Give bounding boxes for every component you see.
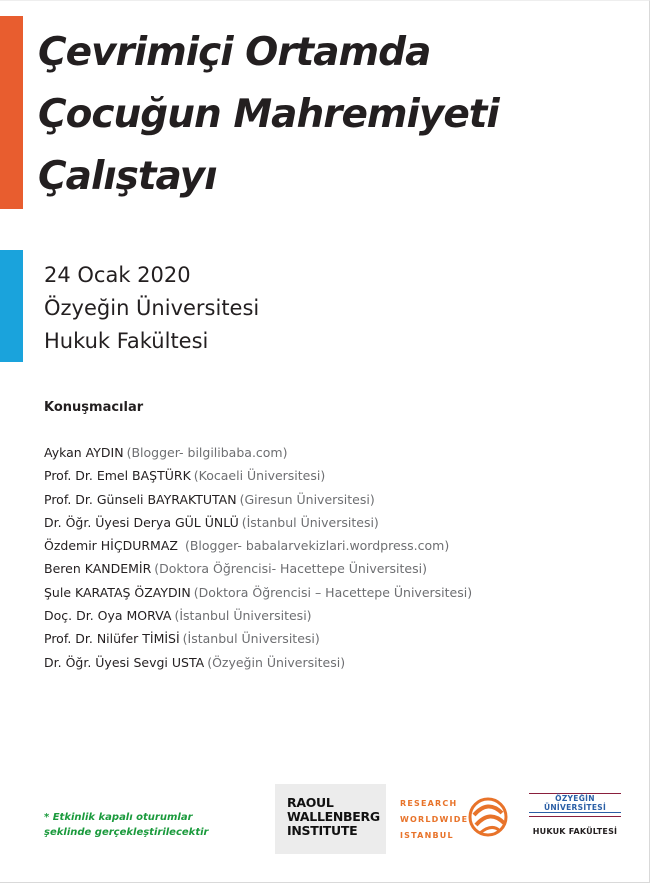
speaker-affiliation: (Giresun Üniversitesi) [239, 491, 375, 507]
speaker-affiliation: (Blogger- bilgilibaba.com) [126, 445, 288, 460]
speaker-name: Beren KANDEMİR [44, 561, 152, 577]
speaker-name: Dr. Öğr. Üyesi Sevgi USTA [44, 654, 205, 670]
speaker-affiliation: (Blogger- babalarvekizlari.wordpress.com) [180, 538, 450, 554]
research-line: RESEARCH [400, 799, 458, 808]
event-accent-bar [0, 250, 23, 362]
ozu-faculty: HUKUK FAKÜLTESİ [532, 827, 618, 836]
research-line: ISTANBUL [400, 831, 454, 840]
ozyegin-law-logo [525, 793, 625, 843]
event-date: 24 Ocak 2020 [44, 263, 191, 287]
event-info [44, 259, 259, 358]
title-line-1: Çevrimiçi Ortamda [38, 30, 431, 75]
speaker-name: Aykan AYDIN [44, 445, 124, 460]
speaker-item [44, 627, 472, 650]
event-faculty: Hukuk Fakültesi [44, 329, 209, 353]
speaker-affiliation: (Özyeğin Üniversitesi) [207, 654, 346, 670]
speaker-affiliation: (Doktora Öğrencisi- Hacettepe Üniversitesi) [154, 561, 427, 577]
speaker-item [44, 651, 472, 674]
research-worldwide-logo [398, 793, 510, 843]
note-line-1: * Etkinlik kapalı oturumlar [44, 812, 193, 823]
speaker-affiliation: (İstanbul Üniversitesi) [182, 631, 320, 647]
speaker-name: Prof. Dr. Günseli BAYRAKTUTAN [44, 491, 237, 507]
rwi-line: WALLENBERG [287, 809, 380, 824]
speaker-name: Şule KARATAŞ ÖZAYDIN [44, 584, 191, 600]
speaker-affiliation: (Doktora Öğrencisi – Hacettepe Üniversitesi) [193, 584, 473, 600]
title-line-3: Çalıştayı [38, 154, 217, 199]
speaker-item [44, 604, 472, 627]
research-line: WORLDWIDE [400, 815, 469, 824]
rwi-wordmark [287, 796, 380, 838]
speaker-affiliation: (Kocaeli Üniversitesi) [193, 468, 326, 484]
speaker-name: Prof. Dr. Emel BAŞTÜRK [44, 468, 191, 484]
title-accent-bar [0, 16, 23, 209]
event-venue: Özyeğin Üniversitesi [44, 296, 260, 320]
speaker-name: Dr. Öğr. Üyesi Derya GÜL ÜNLÜ [44, 514, 239, 530]
speaker-name: Prof. Dr. Nilüfer TİMİSİ [44, 631, 180, 647]
speaker-item [44, 557, 472, 580]
speaker-name: Özdemir HİÇDURMAZ [44, 538, 178, 554]
speakers-heading: Konuşmacılar [44, 400, 144, 415]
raoul-wallenberg-logo [275, 784, 386, 854]
rwi-line: INSTITUTE [287, 823, 358, 838]
ozu-rule [529, 812, 621, 813]
page-title [38, 22, 638, 208]
swirl-globe-icon [468, 795, 508, 839]
speaker-list [44, 441, 472, 674]
ozu-rule [529, 816, 621, 817]
rwi-line: RAOUL [287, 795, 334, 810]
speaker-affiliation: (İstanbul Üniversitesi) [241, 514, 379, 530]
title-line-2: Çocuğun Mahremiyeti [38, 92, 499, 137]
speaker-name: Doç. Dr. Oya MORVA [44, 608, 172, 624]
speaker-item [44, 511, 472, 534]
speaker-affiliation: (İstanbul Üniversitesi) [174, 608, 312, 624]
speaker-item [44, 534, 472, 557]
speaker-item [44, 581, 472, 604]
research-wordmark [400, 796, 468, 844]
speaker-item [44, 488, 472, 511]
closed-session-note [44, 810, 254, 840]
ozu-name: ÖZYEĞİN ÜNİVERSİTESİ [543, 794, 607, 812]
note-line-2: şeklinde gerçekleştirilecektir [44, 827, 209, 838]
speaker-item [44, 441, 472, 464]
speaker-item [44, 464, 472, 487]
